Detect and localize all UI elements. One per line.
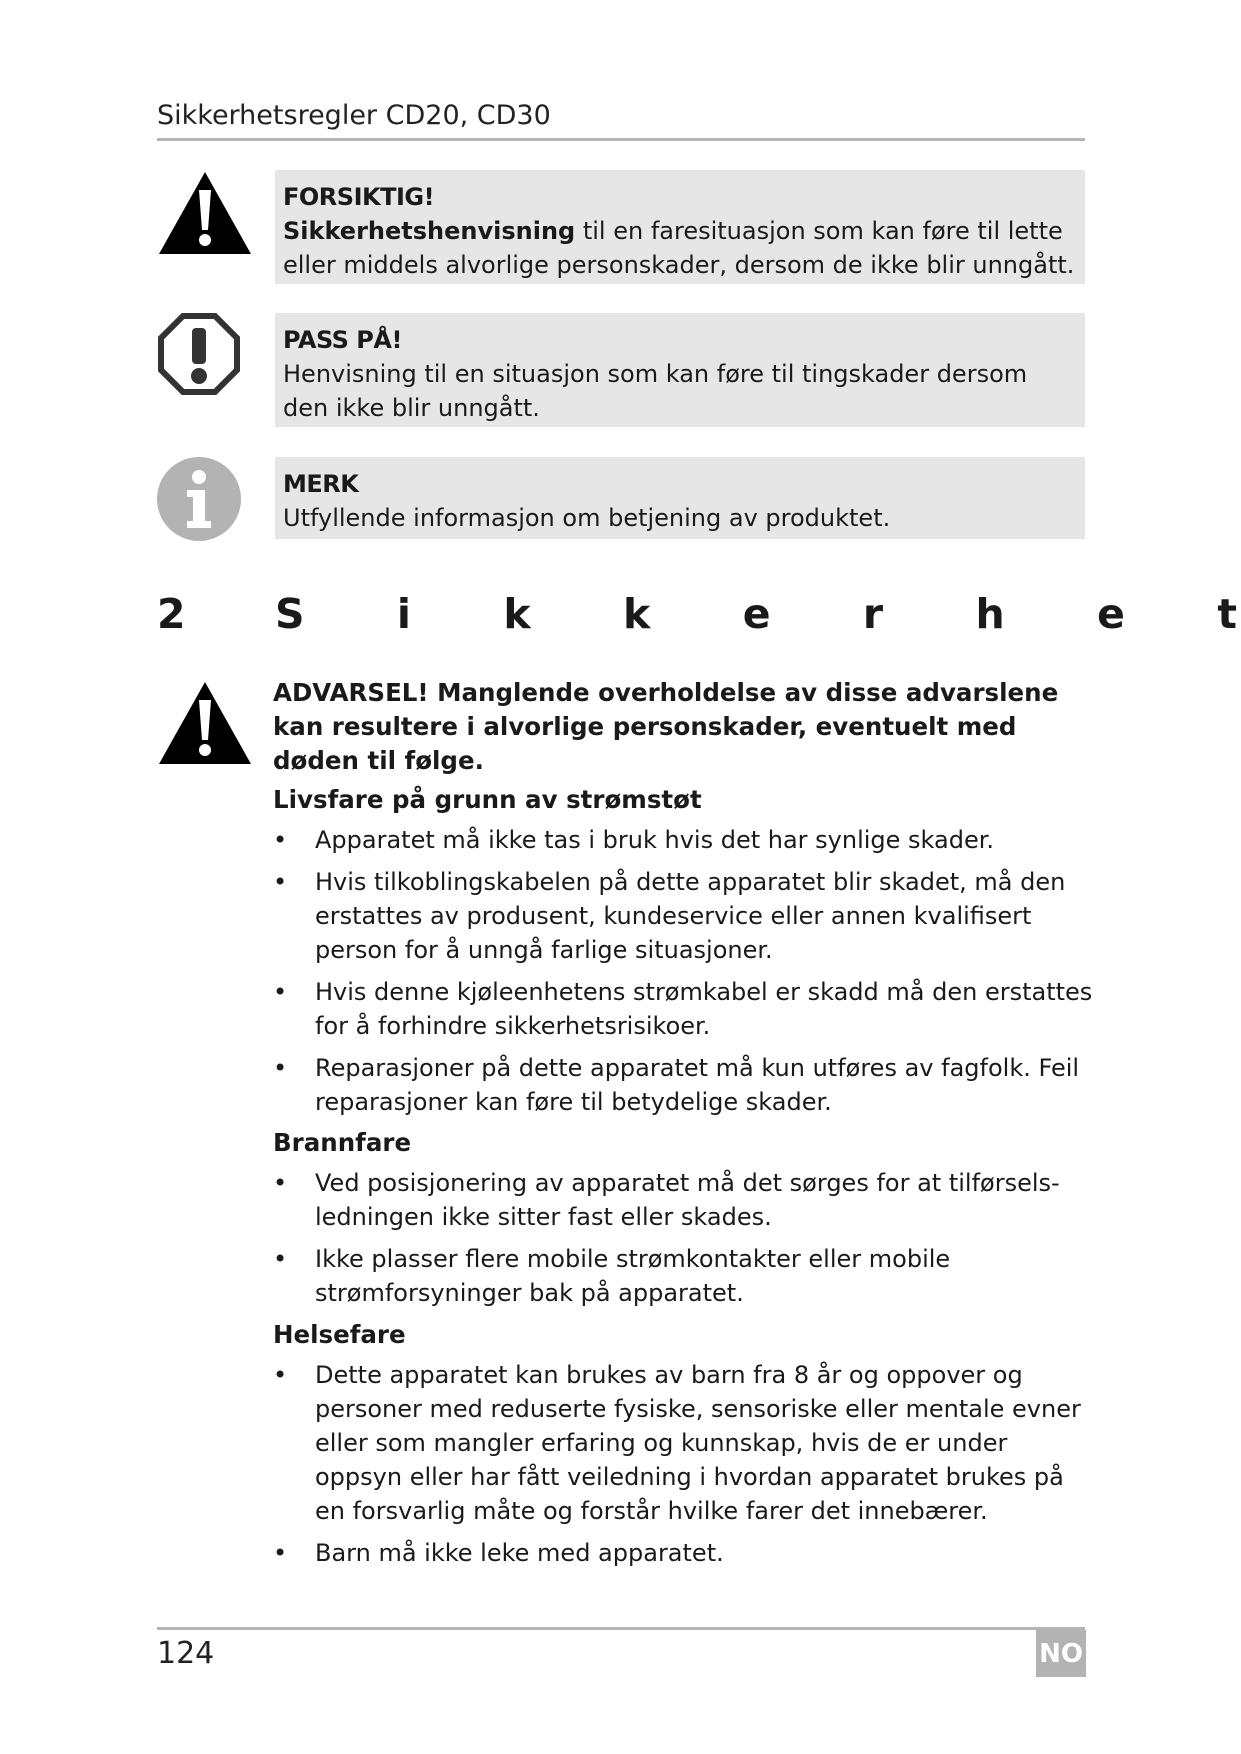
footer-rule [157, 1627, 1085, 1630]
section-letter: r [862, 590, 884, 638]
section-number: 2 [157, 590, 186, 638]
bullet-list [273, 1166, 1093, 1318]
subheading-electric-shock: Livsfare på grunn av strømstøt [273, 785, 702, 814]
section-word [275, 590, 1237, 638]
list-item-text: Reparasjoner på dette apparatet må kun utføres av fagfolk. Feil reparasjoner kan føre til betydelige skader. [315, 1054, 1080, 1116]
section-letter: e [742, 590, 771, 638]
octagon-exclamation-icon [157, 312, 241, 396]
section-letter: k [503, 590, 531, 638]
bullet-list [273, 1358, 1093, 1578]
note-notice [275, 457, 1085, 539]
section-letter: i [396, 590, 411, 638]
list-item-text: Ikke plasser flere mobile strømkontakter eller mobile strømforsyninger bak på apparatet. [315, 1245, 951, 1307]
bullet-icon: • [273, 1245, 288, 1273]
attention-notice [275, 313, 1085, 427]
list-item-text: Apparatet må ikke tas i bruk hvis det har synlige skader. [315, 826, 995, 854]
caution-notice [275, 170, 1085, 284]
bullet-icon: • [273, 978, 288, 1006]
bullet-icon: • [273, 826, 288, 854]
warning-triangle-icon [157, 680, 253, 766]
section-title [157, 590, 1237, 642]
notice-body: til en faresituasjon som kan føre til lette eller middels alvorlige personskader, dersom de ikke blir unngått. [283, 217, 1075, 279]
warning-statement: ADVARSEL! Manglende overholdelse av disse advarslene kan resultere i alvorlige personskader, eventuelt med døden til følge. [273, 678, 1059, 775]
list-item [273, 865, 1093, 967]
list-item [273, 823, 1093, 857]
notice-title: MERK [283, 470, 359, 498]
page-number: 124 [157, 1636, 215, 1671]
list-item [273, 1536, 1093, 1570]
notice-text: Henvisning til en situasjon som kan føre til tingskader dersom den ikke blir unngått. [283, 360, 1028, 422]
running-head: Sikkerhetsregler CD20, CD30 [157, 100, 551, 131]
bullet-icon: • [273, 1539, 288, 1567]
section-letter: S [275, 590, 305, 638]
list-item-text: Dette apparatet kan brukes av barn fra 8 år og oppover og personer med reduserte fysiske, sensoriske eller mentale evner eller som mangler erfaring og kunnskap, hvis de er under oppsyn eller har fått veiledning i hvordan apparatet brukes på en forsvarlig måte og forstår hvilke farer det innebærer. [315, 1361, 1081, 1525]
list-item [273, 1166, 1093, 1234]
list-item [273, 1242, 1093, 1310]
notice-lead: Sikkerhetshenvisning [283, 217, 576, 245]
notice-title: PASS PÅ! [283, 326, 402, 354]
bullet-icon: • [273, 1169, 288, 1197]
list-item-text: Hvis denne kjøleenhetens strømkabel er skadd må den erstattes for å forhindre sikkerhetsrisikoer. [315, 978, 1093, 1040]
list-item [273, 1358, 1093, 1528]
warning-triangle-icon [157, 170, 253, 256]
section-letter: t [1217, 590, 1237, 638]
subheading-health-hazard: Helsefare [273, 1320, 406, 1349]
notice-title: FORSIKTIG! [283, 183, 435, 211]
bullet-list [273, 823, 1093, 1127]
notice-text [283, 214, 1077, 282]
bullet-icon: • [273, 1054, 288, 1082]
subheading-fire-hazard: Brannfare [273, 1128, 412, 1157]
notice-text: Utfyllende informasjon om betjening av produktet. [283, 504, 891, 532]
list-item [273, 975, 1093, 1043]
info-icon [157, 457, 241, 541]
section-letter: k [623, 590, 651, 638]
list-item-text: Barn må ikke leke med apparatet. [315, 1539, 724, 1567]
header-rule [157, 138, 1085, 141]
list-item-text: Ved posisjonering av apparatet må det sørges for at tilførsels-ledningen ikke sitter fast eller skades. [315, 1169, 1060, 1231]
language-badge: NO [1036, 1630, 1086, 1677]
section-letter: h [975, 590, 1005, 638]
section-letter: e [1097, 590, 1125, 638]
bullet-icon: • [273, 1361, 288, 1389]
list-item-text: Hvis tilkoblingskabelen på dette apparatet blir skadet, må den erstattes av produsent, kundeservice eller annen kvalifisert person for å unngå farlige situasjoner. [315, 868, 1066, 964]
bullet-icon: • [273, 868, 288, 896]
list-item [273, 1051, 1093, 1119]
